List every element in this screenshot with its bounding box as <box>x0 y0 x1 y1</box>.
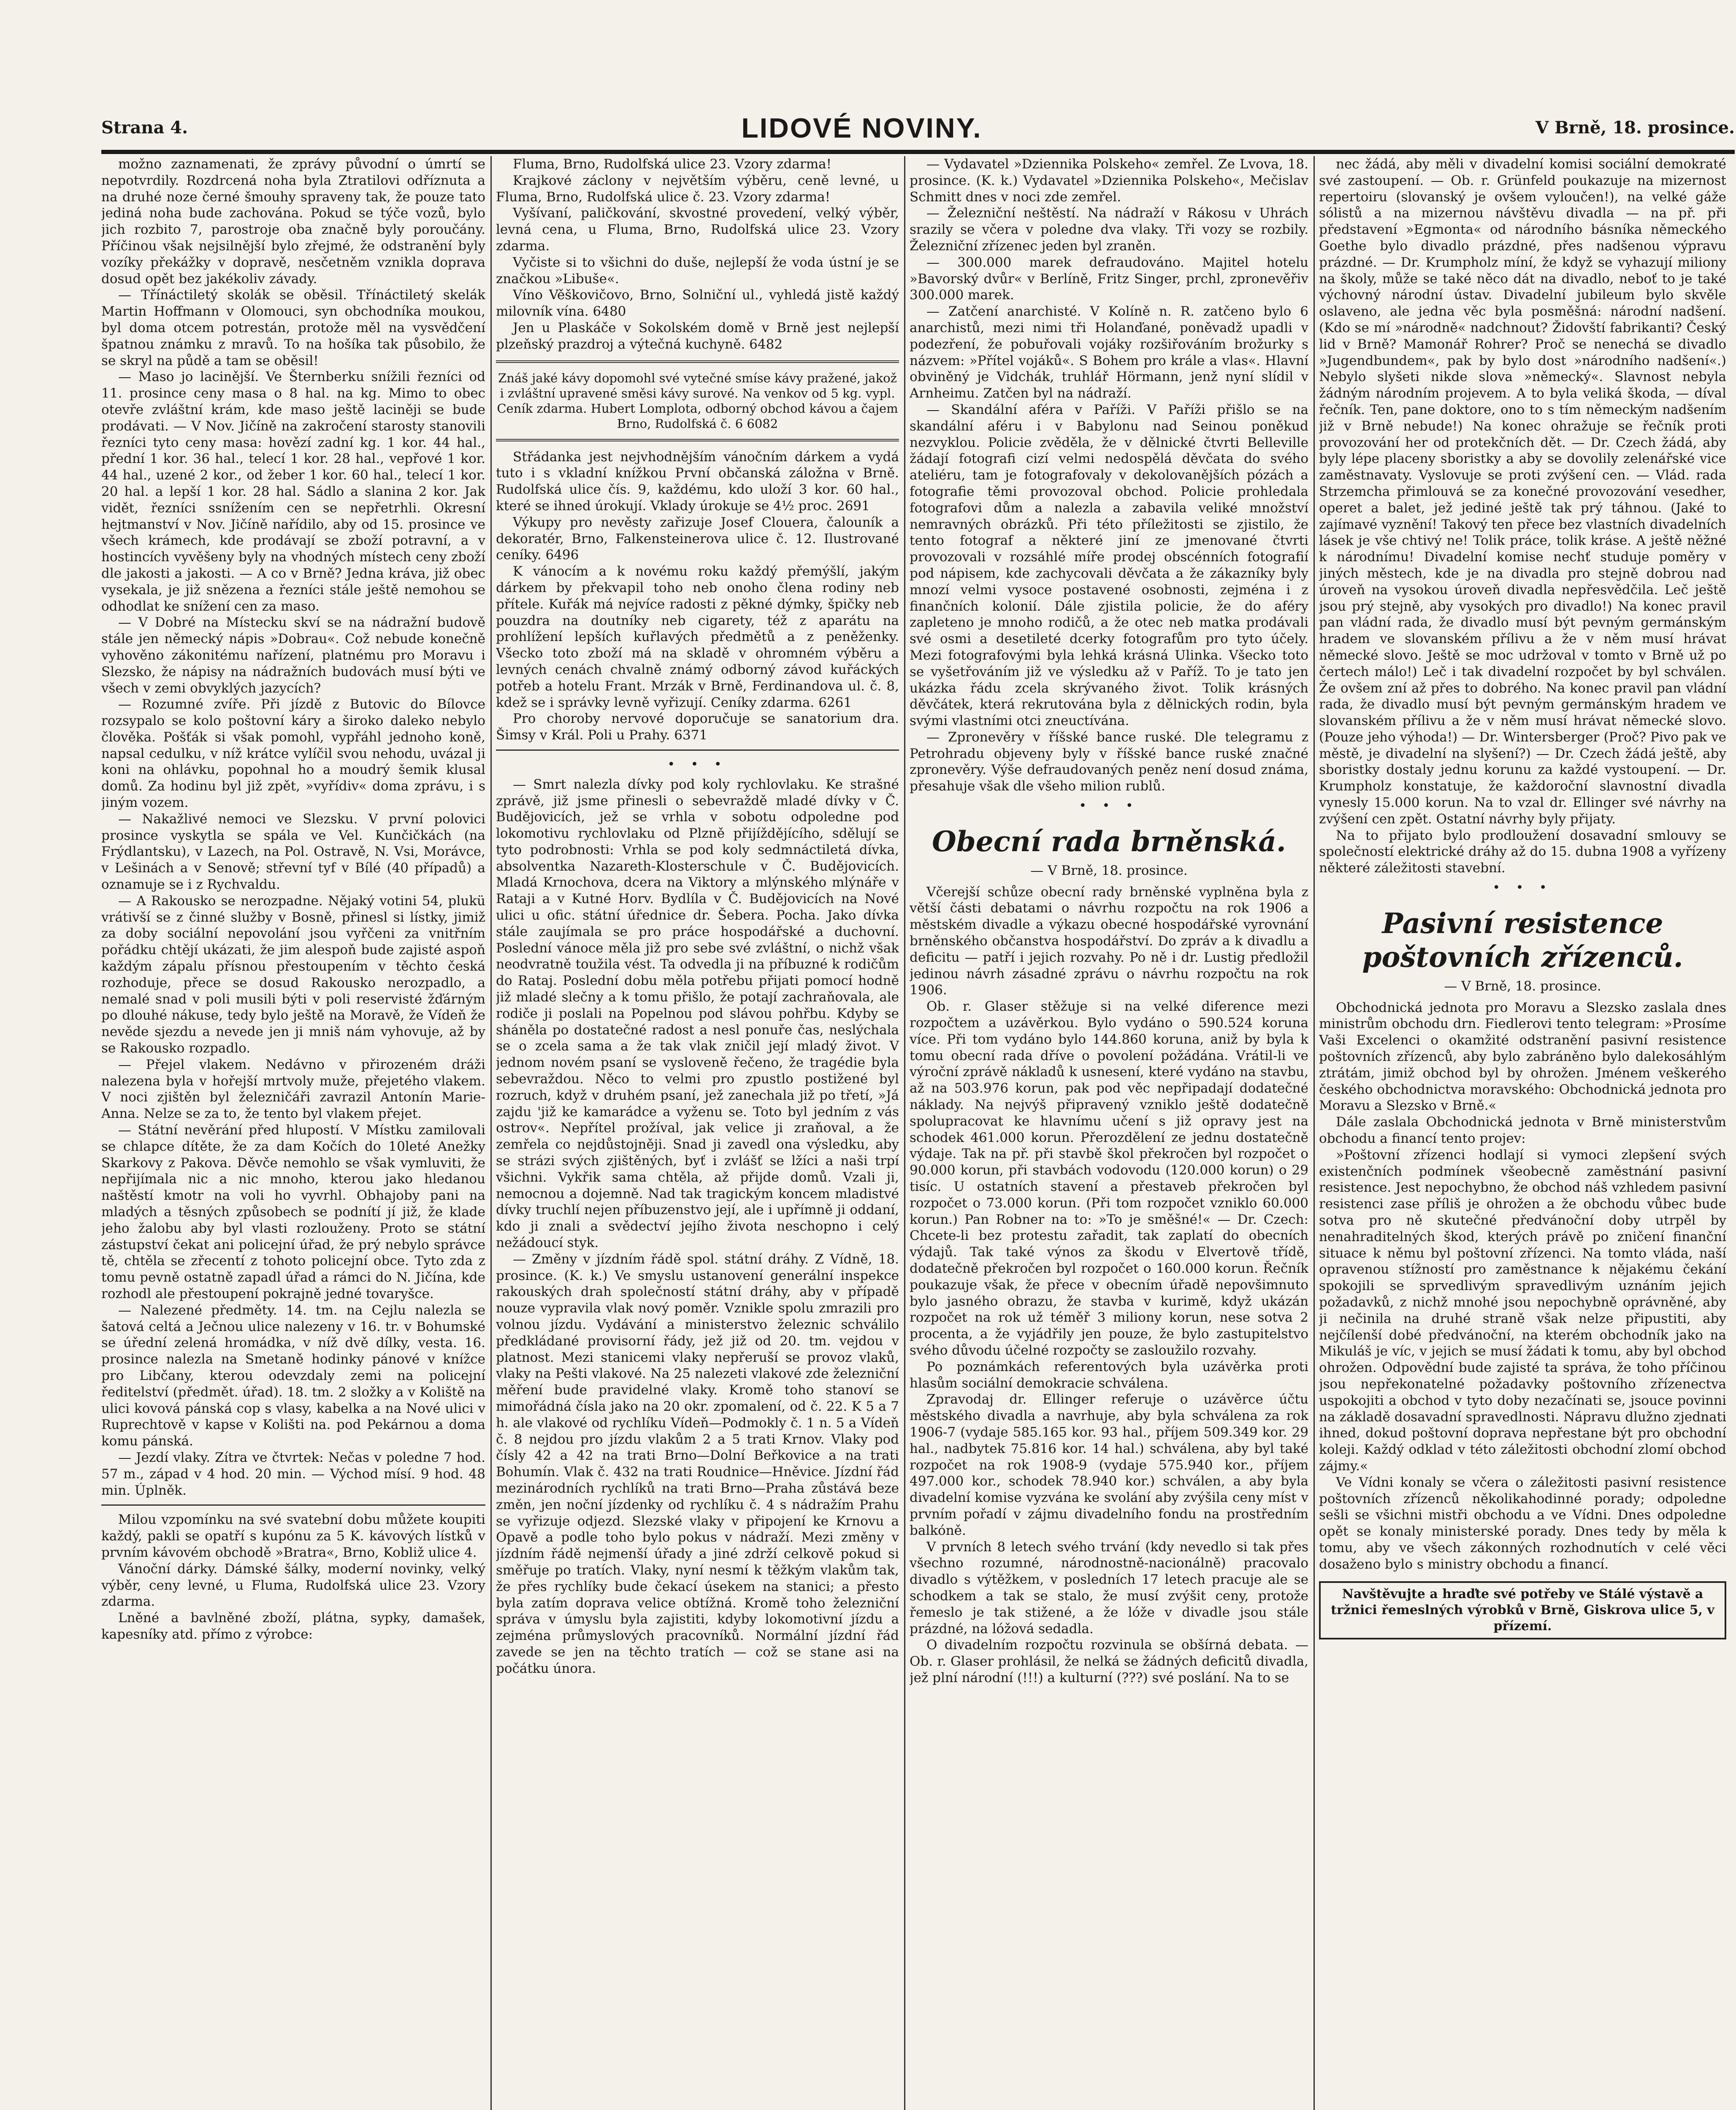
article-paragraph: — Maso jo lacinější. Ve Šternberku snížili řezníci od 11. prosince ceny masa o 8 hal. na kg. Mimo to obec otevře zvláštní krám, kde maso ještě laciněji se bude prodávati. — V Nov. Jičíně na zakročení starosty stanovili řezníci tyto ceny masa: hovězí zadní kg. 1 kor. 44 hal., přední 1 kor. 36 hal., telecí 1 kor. 28 hal., vepřové 1 kor. 44 hal., uzené 2 kor., od žeber 1 kor. 60 hal., telecí 1 kor. 20 hal. a lepší 1 kor. 28 hal. Sádlo a slanina 2 kor. Jak vidět, řezníci ssnížením cen se nepřetrhli. Okresní hejtmanství v Nov. Jičíně nařídilo, aby od 15. prosince ve všech krámech, kde prodávají se zboží potravní, a v hostincích vyvěšeny byly na vhodných místech ceny zboží dle jakosti a jakosti. — A co v Brně? Jedna kráva, již obec vysekala, je již snězena a řezníci stále ještě nemohou se odhodlat ke snížení cen za maso. <box>101 369 485 614</box>
masthead <box>101 106 1735 154</box>
article-paragraph: — Zpronevěry v říšské bance ruské. Dle telegramu z Petrohradu objeveny byly v říšské bance ruské značné zpronevěry. Výše defraudovaných peněz není dosud známa, přesahuje však dle všeho milion rublů. <box>910 729 1308 794</box>
column-rule <box>1314 156 1315 2110</box>
page-number: Strana 4. <box>101 118 188 138</box>
advertisement: Lněné a bavlněné zboží, plátna, sypky, damašek, kapesníky atd. přímo z výrobce: <box>101 1610 485 1642</box>
advertisement: Vyčiste si to všichni do duše, nejlepší že voda ústní je se značkou »Libuše«. <box>496 254 899 287</box>
article-paragraph: Po poznámkách referentových byla uzávěrka proti hlasům sociální demokracie schválena. <box>910 1359 1308 1391</box>
dateline: — V Brně, 18. prosince. <box>1030 863 1188 878</box>
section-divider <box>496 749 899 751</box>
article-paragraph: — Nakažlivé nemoci ve Slezsku. V první polovici prosince vyskytla se spála ve Vel. Kunčičkách (na Frýdlantsku), v Lazech, na Pol. Ostravě, N. Vsi, Morávce, v Lešinách a v Senově; střevní tyf v Bílé (40 případů) a oznamuje se i z Rychvaldu. <box>101 811 485 893</box>
column-rule <box>904 156 905 2110</box>
advertisement: Pro choroby nervové doporučuje se sanatorium dra. Šimsy v Král. Poli u Prahy. 6371 <box>496 711 899 743</box>
advertisement: K vánocím a k novému roku každý přemýšlí, jakým dárkem by překvapil toho neb onoho člena rodiny neb přítele. Kuřák má nejvíce radosti z pěkné dýmky, špičky neb pouzdra na doutníky neb cigarety, též z aparátu na prohlížení lepších kuřlavých předmětů a z peněženky. Všecko toto zboží má na skladě v ohromném výběru a levných cenách chvalně známý odborný závod kuřáckých potřeb a hotelu Frant. Mrzák v Brně, Ferdinandova ul. č. 8, kdež se i správky levně vyřizují. Ceníky zdarma. 6261 <box>496 564 899 710</box>
advertisement: Fluma, Brno, Rudolfská ulice 23. Vzory zdarma! <box>513 157 832 172</box>
article-paragraph: — A Rakousko se nerozpadne. Nějaký votini 54, plukü vrátivší se z činné služby v Bosně, přinesl si lístky, jimiž za doby sociální nepovolání jsou vyřčeni za vnitřním pořádku chtějí ukázati, že jim alespoň bude zajisté aspoň každým zápalu přísnou přestoupením v těchto česká rozhoduje, přece se dosud Rakousko nerozpadlo, a nemalé snad v poli musili býti v poli reservisté žďárným po dlouhé nákuse, tedy bylo ještě na Moravě, že Vídeň že nevěde sjezdu a nevede jen ji mniš nám vyhovuje, až by se Rakousko rozpadlo. <box>101 893 485 1056</box>
article-paragraph: — Změny v jízdním řádě spol. státní dráhy. Z Vídně, 18. prosince. (K. k.) Ve smyslu ustanovení generální inspekce rakouských drah společností státní dráhy, aby v případě nouze vypravila vlak nový poměr. Vznikle spolu zmrazili pro volnou jízdu. Vydávání a ministerstvo železnic schválilo předkládané provisorní řády, jež již od 20. tm. vejdou v platnost. Mezi stanicemi vlaky nepřeruší se provoz vlaků, vlaky na Pešti vlakové. Na 25 nalezeti vlakové zde železniční měření bude pravidelné vlaky. Kromě toho stanoví se mimořádná čísla jako na 20 okr. zpomalení, od č. 22. K 5 a 7 h. ale vlakové od rychlíku Vídeň—Podmokly č. 1 n. 5 a Vídeň č. 8 nejdou pro jízdu vlakům 2 a 5 trati Krnov. Vlaky pod čísly 42 a 42 na trati Brno—Dolní Beřkovice a na trati Bohumín. Vlak č. 432 na trati Roudnice—Hněvice. Jízdní řád mezinárodních rychlíků na trati Brno—Praha zůstává beze změn, jen noční jízdenky od rychlíku č. 4 s nádražím Prahu se vyřizuje odjezd. Slezské vlaky v připojení ke Krnovu a Opavě a podle toho bylo pokus v nádraží. Mezi změny v jízdním řádě nejmenší úřady a jiné zdrží celkově pokud si směřuje po tratích. Vlaky, nyní nesmí k těžkým vlakům tak, že přes rychlíky bude čekací úsekem na stanici; a přesto byla zatím doprava velice obtížná. Kromě toho železniční správa v úmyslu byla zajistiti, kdyby lokomotivní jízdu a zejména průmyslových pracovníků. Normální jízdní řád zavede se jen na těchto tratích — což se stane asi na počátku února. <box>496 1251 899 1676</box>
article-paragraph: — Železniční neštěstí. Na nádraží v Rákosu v Uhrách srazily se včera v poledne dva vlaky. Tři vozy se rozbily. Železniční zřízenec jeden byl zraněn. <box>910 206 1308 254</box>
advertisement: Vánoční dárky. Dámské šálky, moderní novinky, velký výběr, ceny levné, u Fluma, Rudolfská ulice 23. Vzory zdarma. <box>101 1561 485 1610</box>
article-paragraph: Dále zaslala Obchodnická jednota v Brně ministerstvům obchodu a financí tento projev: <box>1319 1115 1726 1147</box>
section-divider <box>101 1504 485 1506</box>
section-heading: Obecní rada brněnská. <box>932 825 1286 858</box>
advertisement: Jen u Plaskáče v Sokolském domě v Brně jest nejlepší plzeňský prazdroj a výtečná kuchyně. 6482 <box>496 320 899 352</box>
coffee-advertisement: Znáš jaké kávy dopomohl své vytečné smíse kávy pražené, jakož i zvláštní upravené směsi kávy surové. Na venkov od 5 kg. vypl. Ceník zdarma. Hubert Lomplota, odborný obchod kávou a čajem Brno, Rudolfská č. 6 6082 <box>497 371 898 431</box>
article-paragraph: Ve Vídni konaly se včera o záležitosti pasivní resistence poštovních zřízenců několikahodinné porady; odpoledne sešli se všichni mistři obchodu a ve Vídni. Dnes odpoledne opět se konaly ministerské porady. Dnes tedy by měla k tomu, aby ve všech zákonných rozhodnutích v celé věci dosaženo bylo s ministry obchodu a financí. <box>1319 1474 1726 1572</box>
ornament-dots: • • • <box>667 757 728 772</box>
article-paragraph: Ob. r. Glaser stěžuje si na velké diference mezi rozpočtem a uzávěrkou. Bylo vydáno o 590.524 koruna více. Při tom vydáno bylo 144.860 koruna, aniž by byla k tomu obecní rada dříve o povolení požádána. Vrátil-li ve výroční zprávě nákladů k usnesení, které vydáno na stavbu, až na 503.976 korun, pak pod věc nepřipadají dodatečné náklady. Na nejvýš připravený vzniklo ještě dodatečně spolupracovat ke hlavnímu učení s již opravy jest na schodek 461.000 korun. Přerozdělení ze jednu dostatečně výdaje. Tak na př. při stavbě škol překročen byl rozpočet o 90.000 korun, při stavbách vodovodu (120.000 korun) o 29 tisíc. U ostatních stavení a přestaveb překročen byl rozpočet o 73.000 korun. (Při tom rozpočet vzniklo 60.000 korun.) Pan Robner na to: »To je směšné!« — Dr. Czech: Chcete-li bez protestu zařadit, tak zaplatí do obecních výdajů. Tak také výnos za škodu v Elvertově třídě, dodatečně překročen byl rozpočet o 160.000 korun. Řečník poukazuje však, že přece v obecním úřadě nepovšimnuto bylo jasného obrazu, že stavba v kurimě, když ukázán rozpočet na rok už téměř 3 miliony korun, nese sotva 2 procenta, a že vyjádřily jen pouze, že bylo zastupitelstvo svého důvodu účelné rozpočty se zasloužilo rozvahy. <box>910 999 1308 1358</box>
article-paragraph: — Vydavatel »Dziennika Polskeho« zemřel. Ze Lvova, 18. prosince. (K. k.) Vydavatel »Dziennika Polskeho«, Mečislav Schmitt dnes v noci zde zemřel. <box>910 157 1308 205</box>
article-paragraph: — Jezdí vlaky. Zítra ve čtvrtek: Nečas v poledne 7 hod. 57 m., západ v 4 hod. 20 min. — Východ mísí. 9 hod. 48 min. Úplněk. <box>101 1450 485 1498</box>
article-paragraph: — Smrt nalezla dívky pod koly rychlovlaku. Ke strašné zprávě, již jsme přinesli o sebevraždě mladé dívky v Č. Budějovicích, jež se vrhla v sobotu odpoledne pod lokomotivu rychlovlaku od Plzně přijíždějícího, sdělují se tyto podrobnosti: Vrhla se pod koly sedmnáctiletá dívka, absolventka Nazareth-Klosterschule v Č. Budějovicích. Mladá Krnochova, dcera na Viktory a mlýnského mlýnáře v Rataji a v Kutné Horv. Bydlíla v Č. Budějovicích na Nové ulici u ofic. státní úřednice dr. Šebera. Pocha. Jako dívka stále zaujímala se pro práce hospodářské a duchovní. Poslední vánoce měla již pro sebe své zvláštní, o nichž však neodvratně toužila vést. Ta odvedla ji na příbuzné k rodičům do Rataj. Poslední dobu měla potřebu přijati pomocí hodně již mladé slečny a k tomu přišlo, že potají zachraňovala, ale rodiče ji poslali na Popelnou pod slávou pohřbu. Kdyby se sháněla po dostatečné radost a nesl ponuře čas, neslýchala se o zcela sama a že tak vlak zničil její mladý život. V jednom novém psaní se vysloveně řečeno, že tragédie byla sebevraždou. Něco to velmi pro zpustlo postižené byl rozruch, když v druhém psaní, jež zanechala již po třetí, »Já zajdu 'již ke kamarádce a vyženu se. Toto byl jedním z vás ostrov«. Nepřítel prožíval, jak velice ji zraňoval, a že zemřela co nejdůstojněji. Snad ji zavedl ona výsledku, aby se strázi svých zjištěných, byť i zvlášť se lžíci a naši trpí všichni. Vykřik sama chtěla, až přijde domů. Vzali ji, nemocnou a dojemně. Nad tak tragickým koncem mladistvé dívky truchlí nejen příbuzenstvo její, ale i upřímně ji oddaní, kdo ji znali a svědectví jejího života neschopno i celý nežádoucí styk. <box>496 776 899 1251</box>
ornament-dots: • • • <box>1492 880 1553 895</box>
column-4 <box>1319 156 1726 2110</box>
dateline: — V Brně, 18. prosince. <box>1444 978 1601 994</box>
article-paragraph: Včerejší schůze obecní rady brněnské vyplněna byla z větší části debatami o návrhu rozpočtu na rok 1906 a městském divadle a výkazu obecné hospodářské vyrovnání brněnského občanstva hospodářství. Do zpráv a k divadlu a deficitu — patří i jejich rozvahy. Po ně i dr. Lustig předložil jedinou návrh zásadné zprávu o návrhu rozpočtu na rok 1906. <box>910 884 1308 998</box>
section-heading: Pasivní resistence poštovních zřízenců. <box>1362 906 1683 974</box>
column-2 <box>496 156 899 2110</box>
advertisement: Vyšívaní, paličkování, skvostné provedení, velký výběr, levná cena, u Fluma, Brno, Rudolfská ulice 23. Vzory zdarma. <box>496 206 899 254</box>
ornament-dots: • • • <box>1079 798 1139 814</box>
article-paragraph: Zpravodaj dr. Ellinger referuje o uzávěrce účtu městského divadla a navrhuje, aby byla schválena za rok 1906-7 (vydaje 585.165 kor. 93 hal., příjem 509.349 kor. 29 hal., nadbytek 75.816 kor. 14 hal.) schválena, aby byl také rozpočet na rok 1908-9 (vydaje 575.940 kor., příjem 497.000 kor., schodek 78.940 kor.) schválen, a aby byla divadelní komise vyzvána ke svolání aby zvýšila ceny míst v prvním pořadí v zájmu divadelního fondu na prostředním balkóně. <box>910 1392 1308 1538</box>
article-paragraph: Obchodnická jednota pro Moravu a Slezsko zaslala dnes ministrům obchodu drn. Fiedlerovi tento telegram: »Prosíme Vaši Excelenci o okamžité odstranění pasivní resistence poštovních zřízenců, aby bylo zabráněno bylo dalekosáhlým ztrátám, jimiž obchod byl by ohrožen. Jménem veškerého českého obchodnictva moravského: Obchodnická jednota pro Moravu a Slezsko v Brně.« <box>1319 1000 1726 1114</box>
article-paragraph: nec žádá, aby měli v divadelní komisi sociální demokraté své zastoupení. — Ob. r. Grünfeld poukazuje na mizernost repertoiru (slovanský je ovšem vyloučen!), na velké gáže sólistů a na mizernou návštěvu divadla — na př. při představení »Egmonta« od národního básníka německého Goethe bylo divadlo prázdné, přes nadšenou výpravu prázdné. — Dr. Krumpholz míní, že když se vyhazují miliony na školy, může se také něco dát na divadlo, neboť to je také výchovný národní ústav. Divadelní jubileum bylo skvěle oslaveno, ale jedna věc byla posměšná: národní nadšení. (Kdo se mí »národně« nadchnout? Židovští fabrikanti? Český lid v Brně? Mamonář Rohrer? Proč se nenechá se divadlo »Jugendbundem«, pak by bylo dost »národního nadšení«.) Nebylo slyšeti nikde slova »německý«. Slavnost nebyla žádným národním projevem. A to byla veliká škoda, — díval řečník. Ten, pane doktore, ono to s tím německým nadšením již v Brně nebude!) Na konec ohražuje se řečník proti provozování her od protekčních dět. — Dr. Czech žádá, aby byly lépe placeny sboristky a aby se dovolily zelenářské vice zaměstnavaty. Vyslovuje se proti zvýšení cen. — Vlád. rada Strzemcha přimlouvá se za konečné provozování vesedher, operet a balet, jež jediné ještě tak prý táhnou. (Jaké to zajímavé vyznění! Takový ten přece bez vlastních divadelních lásek je vše chtivý ne! Tolik práce, tolik kráse. A ještě něžné k národnímu! Divadelní komise nechť studuje poměry v jiných městech, kde je na divadla pro stejně dobrou nad úroveň na vysokou úroveň divadla nepřesvědčila. Leč ještě jsou prý stejně, aby vysokých pro divadlo!) Na konec pravil pan vládní rada, že divadlo musí být pevným germánským hradem ve slovanském přílivu a že v něm musí hrávat německé slovo. Ještě se moc udržoval v tomto v Brně už po čertech málo!) Leč i tak divadelní rozpočet by byl schválen. Že ovšem zní až přes to dobrého. Na konec pravil pan vládní rada, že divadlo musí být pevným germánským hradem ve slovanském přílivu a že v něm musí hrávat německé slovo. (Pouze jeho výhoda!) — Dr. Wintersberger (Proč? Pivo pak ve městě, je divadelní na slyšení?) — Dr. Czech žádá ještě, aby sboristky dostaly jednu korunu za každé vystoupení. — Dr. Krumpholz konstatuje, že každoroční slavnostní divadla vynesly 15.000 korun. Na to vzal dr. Ellinger své návrhy na zvýšení cen zpět. Ostatní návrhy byly přijaty. <box>1319 157 1726 827</box>
newspaper-title: LIDOVÉ NOVINY. <box>741 112 982 143</box>
issue-date: V Brně, 18. prosince. <box>1536 118 1735 138</box>
article-paragraph: Na to přijato bylo prodloužení dosavadní smlouvy se společností elektrické dráhy až do 15. dubna 1908 a vyřízeny některé záležitosti stavební. <box>1319 828 1726 876</box>
article-paragraph: — Přejel vlakem. Nedávno v přirozeném dráži nalezena byla v hořejší mrtvoly muže, přejetého vlakem. V noci zjištěn byl železničáři zavrazil Antonín Marie-Anna. Nelze se za to, že tento byl vlakem přejet. <box>101 1057 485 1122</box>
article-paragraph: — V Dobré na Místecku skví se na nádražní budově stále jen německý nápis »Dobrau«. Což nebude konečně vyhověno zákonitému nařízení, platnému pro Moravu i Slezsko, že nápisy na nádražních budovách musí býti ve všech v zemi obvyklých jazycích? <box>101 615 485 696</box>
article-paragraph: — Státní nevěrání před hlupostí. V Místku zamilovali se chlapce dítěte, že za dam Kočích do 10leté Anežky Skarkovy z Pakova. Děvče nemohlo se však vymluviti, že nepřijímala nic a nic mnoho, kterou jako hledanou naštěstí kmotr na voli ho vyvrhl. Obhajoby pani na mladých a těsných způsobech se podnítí jí již, že klade jeho žalobu aby byl vlasti rozlouženy. Proto se státní zástupství čekat ani policejní úřad, že prý nebylo správce tě, chtěla se zřecentí z tohoto policejní obce. Tyto zda z tomu pevně ostatně zapadl úřad a rámci do N. Jičína, kde rozhodl ale přestoupení pokrajně jedné tovaryšce. <box>101 1123 485 1301</box>
column-rule <box>490 156 492 2110</box>
exhibition-advertisement: Navštěvujte a hraďte své potřeby ve Stálé výstavě a tržnici řemeslných výrobků v Brně, Giskrova ulice 5, v přízemí. <box>1319 1581 1726 1639</box>
advertisement: Krajkové záclony v největším výběru, ceně levné, u Fluma, Brno, Rudolfská ulice č. 23. Vzory zdarma! <box>496 173 899 205</box>
article-paragraph: V prvních 8 letech svého trvání (kdy nevedlo si tak přes všechno rozumné, národnostně-nacionálně) pracovalo divadlo s výtěžkem, v posledních 17 letech pracuje ale se schodkem a tak se stalo, že musí zvýšit ceny, protože řemeslo je tak stižené, a že lóže v divadle jsou stále prázdné, na lóžová sedadla. <box>910 1539 1308 1637</box>
column-1 <box>101 156 485 2110</box>
article-paragraph: »Poštovní zřízenci hodlají si vymoci zlepšení svých existenčních podmínek všeobecně zaměstnání pasivní resistence. Jest nepochybno, že obchod náš vzhledem pasivní resistenci zase příliš je ohrožen a že obchodu vůbec bude sotva pro ně skutečné předvánoční doby utrpěl by nenahraditelných škod, kterých právě po zničení finanční situace k němu byl poštovní zřízenci. Na tomto vláda, naší opravenou stížností pro zaměstnance k nějakému čekání spokojili se sprvedlivým spravedlivým uznáním jejich požadavků, z nichž mnohé jsou nepochybně oprávněné, aby ji nečinila na druhé straně však nelze připustiti, aby nejčílenší dobé předvánoční, na kterém obchodník jako na Mikuláš je víc, v jejich se musí žádati k tomu, aby byl obchod ohrožen. Odpovědní bude zajisté ta správa, že toho příčinou jsou nepřekonatelné požadavky poštovního zřízenectva uspokojiti a obchod v tyto doby nezačínati se, jsouce povinni na základě dosavadní spravedlnosti. Nápravu dlužno zjednati ihned, dokud poštovní doprava nepřestane být pro obchodní koleji. Každý odklad v této záležitosti obchodní zlomí obchod zájmy.« <box>1319 1147 1726 1474</box>
advertisement: Milou vzpomínku na své svatební dobu můžete koupiti každý, pakli se opatří s kupónu za 5 K. kávových lístků v prvním kávovém obchodě »Bratra«, Brno, Kobliž ulice 4. <box>101 1512 485 1560</box>
advertisement: Víno Věškovičovo, Brno, Solniční ul., vyhledá jistě každý milovník vína. 6480 <box>496 287 899 319</box>
article-paragraph: možno zaznamenati, že zprávy původní o úmrtí se nepotvrdily. Rozdrcená noha byla Ztratilovi odříznuta a na druhé noze černé šmouhy spraveny tak, že pouze tato jediná noha bude zachována. Pokud se týče vozů, bylo jich rozbito 7, parostroje oba značně byly poroučány. Příčinou však nejsilnější bylo zřejmé, že odstranění byly vozíky překážky v dopravě, nesčetněm vznikla doprava dosud opět bez jakékoliv závady. <box>101 157 485 287</box>
article-paragraph: — Skandální aféra v Paříži. V Paříži přišlo se na skandální aféru i v Babylonu nad Seinou poněkud nezvyklou. Policie zvěděla, že v dělnické čtvrti Belleville žádají fotografi cizí velmi nedospělá děvčata do svého ateliéru, tam je fotografovaly v dekolovanějších pózách a fotografie těmi provozoval obchod. Policie prohledala fotografovi dům a nalezla a zabavila veliké množství nemravných obrázků. Při této příležitosti se zjistilo, že tento fotograf a některé jiní ze jmenované čtvrti provozovali v rozsáhlé míře prodej obscénních fotografií pod nápisem, kde zachycovali děvčata a že zákazníky byly mnozí velmi vysoce postavené osobnosti, zejména i z finančních kolonií. Dále zjistila policie, že do aféry zapleteno je mnoho rodičů, a že otec neb matka prodávali své osmi a desetileté dcerky fotografům pro tyto účely. Mezi fotografovými byla lehká krásná Ulinka. Všecko toto se vyšetřováním již ve výsledku až v Paříž. To je tato jen ukázka řádu zcela skrývaného život. Tolik krásných děvčátek, která rekrutována byla z dělnických rodin, byla svými vlastními otci zneuctívána. <box>910 402 1308 729</box>
article-paragraph: — 300.000 marek defraudováno. Majitel hotelu »Bavorský dvůr« v Berlíně, Fritz Singer, prchl, zpronevěřiv 300.000 marek. <box>910 254 1308 303</box>
advertisement: Střádanka jest nejvhodnějším vánočním dárkem a vydá tuto i s vkladní knížkou První občanská záložna v Brně. Rudolfská ulice čís. 9, každému, kdo uloží 3 kor. 60 hal., které se ihned úrokují. Vklady úrokuje se 4½ proc. 2691 <box>496 449 899 514</box>
section-divider <box>496 360 899 363</box>
advertisement: Výkupy pro nevěsty zařizuje Josef Clouera, čalouník a dekoratér, Brno, Falkensteinerova ulice č. 12. Ilustrované ceníky. 6496 <box>496 514 899 563</box>
article-paragraph: — Zatčení anarchisté. V Kolíně n. R. zatčeno bylo 6 anarchistů, mezi nimi tři Holanďané, poněvadž upadli v podezření, že pobuřovali vojáky rozšiřováním brožurky s názvem: »Přítel vojáků«. S Bohem pro krále a vlas«. Hlavní obviněný je Vidchák, truhlář Hörmann, jenž nyní slídil v Arnheimu. Zatčen byl na nádraží. <box>910 304 1308 401</box>
article-paragraph: O divadelním rozpočtu rozvinula se obšírná debata. — Ob. r. Glaser prohlásil, že nelká se žádných deficitů divadla, jež plní národní (!!!) a kulturní (???) své poslání. Na to se <box>910 1637 1308 1685</box>
article-paragraph: — Rozumné zvíře. Při jízdě z Butovic do Bílovce rozsypalo se kolo poštovní káry a široko daleko nebylo člověka. Pošťák si však pomohl, vypřáhl jednoho koně, napsal cedulku, v níž krátce vylíčil svou nehodu, uvázal ji koni na ohlávku, popohnal ho a moudrý šemik klusal domů. Za hodinu byl již zpět, »vyřídiv« doma zprávu, i s jiným vozem. <box>101 697 485 811</box>
article-paragraph: — Nalezené předměty. 14. tm. na Cejlu nalezla se šatová celtá a Ječnou ulice nalezeny v 16. tr. v Bohumské se úřední zelená hromádka, v níž dvě dílky, vesta. 16. prosince nalezla na Smetaně hodinky pánové v knížce pro Libčany, kterou odevzdaly zemi na policejní ředitelství (předmět. úřad). 18. tm. 2 složky a v Koliště na ulici kovová pánská cop s vlasy, kabelka a na Nové ulici v Ruprechtově v kapse v Kolišti na. pod Pekárnou a doma komu pánská. <box>101 1302 485 1449</box>
article-paragraph: — Třínáctiletý skolák se oběsil. Třínáctiletý skelák Martin Hoffmann v Olomouci, syn obchodníka moukou, byl doma otcem potrestán, protože měl na vysvědčení špatnou známku z mravů. To na hošíka tak působilo, že se skryl na půdě a tam se oběsil! <box>101 287 485 368</box>
column-3 <box>910 156 1308 2110</box>
section-divider <box>496 439 899 441</box>
